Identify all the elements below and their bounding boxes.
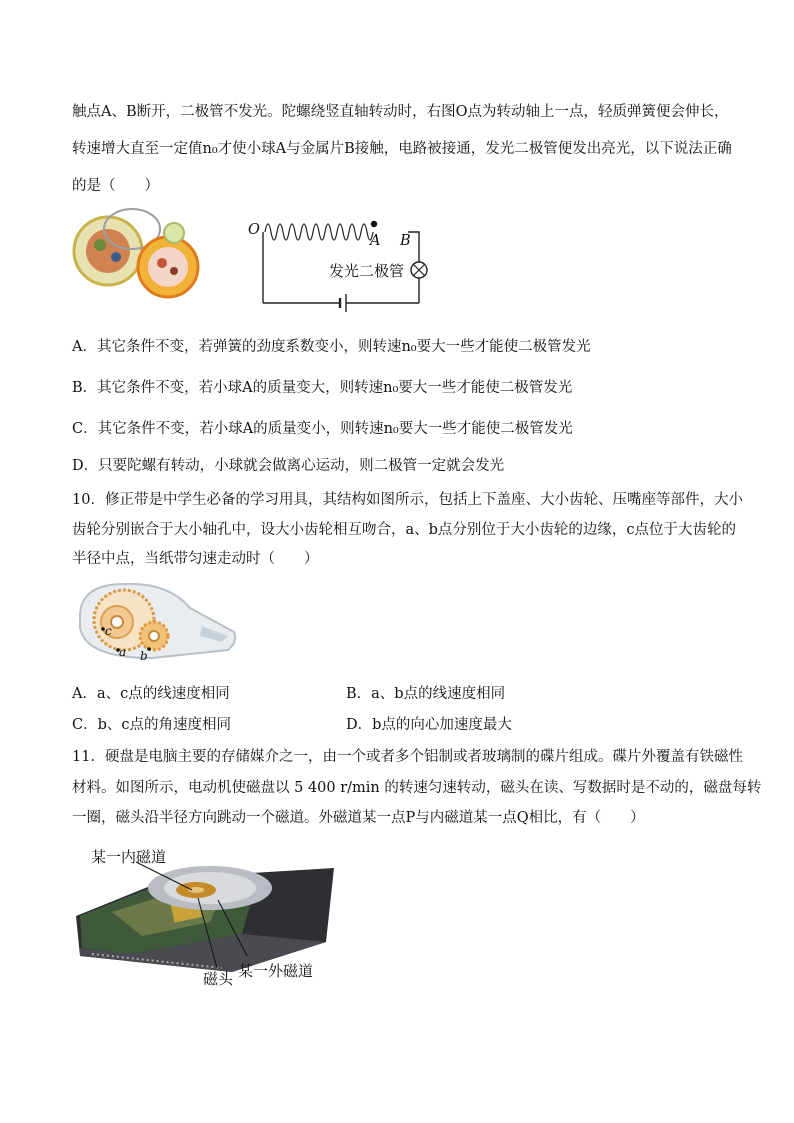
label-led: 发光二极管	[329, 262, 405, 280]
label-b-gear: b	[140, 649, 148, 663]
q10-line-2: 齿轮分别嵌合于大小轴孔中，设大小齿轮相互吻合，a、b点分别位于大小齿轮的边缘，c点位于大齿轮的	[72, 522, 737, 538]
spring	[265, 224, 373, 240]
q11-line-1: 11．硬盘是电脑主要的存储媒介之一，由一个或者多个铝制或者玻璃制的碟片组成。碟片外覆盖有铁磁性	[72, 749, 743, 765]
label-c: c	[105, 624, 112, 638]
label-a-gear: a	[119, 645, 127, 659]
correction-tape-image	[72, 578, 240, 663]
q9-line-3: 的是（ ）	[72, 178, 159, 194]
q10-option-d: D．b点的向心加速度最大	[346, 717, 512, 733]
label-head: 磁头	[203, 970, 234, 988]
point-b	[147, 647, 151, 651]
label-b: B	[400, 233, 411, 249]
label-a: A	[370, 233, 381, 249]
q9-option-c: C．其它条件不变，若小球A的质量变小，则转速n₀要大一些才能使二极管发光	[72, 421, 573, 437]
label-outer-track: 某一外磁道	[238, 962, 314, 980]
q11-line-3: 一圈，磁头沿半径方向跳动一个磁道。外磁道某一点P与内磁道某一点Q相比，有（ ）	[72, 810, 645, 826]
label-o: O	[248, 222, 260, 238]
q10-line-1: 10．修正带是中学生必备的学习用具，其结构如图所示，包括上下盖座、大小齿轮、压嘴座等部件，大小	[72, 492, 743, 508]
gyro-toy-image	[70, 205, 205, 305]
q9-line-1: 触点A、B断开，二极管不发光。陀螺绕竖直轴转动时，右图O点为转动轴上一点，轻质弹簧便会伸长，	[72, 104, 729, 120]
q9-line-2: 转速增大直至一定值n₀才使小球A与金属片B接触，电路被接通，发光二极管便发出亮光，以下说法正确	[72, 141, 732, 157]
ball-a	[371, 221, 377, 227]
q10-option-a: A．a、c点的线速度相同	[72, 686, 230, 702]
q9-option-b: B．其它条件不变，若小球A的质量变大，则转速n₀要大一些才能使二极管发光	[72, 380, 573, 396]
q10-option-b: B．a、b点的线速度相同	[346, 686, 506, 702]
q9-option-a: A．其它条件不变，若弹簧的劲度系数变小，则转速n₀要大一些才能使二极管发光	[72, 339, 591, 355]
q10-option-c: C．b、c点的角速度相同	[72, 717, 231, 733]
q10-line-3: 半径中点，当纸带匀速走动时（ ）	[72, 551, 319, 567]
label-inner-track: 某一内磁道	[91, 848, 167, 866]
q11-line-2: 材料。如图所示，电动机使磁盘以 5 400 r/min 的转速匀速转动，磁头在读、写数据时是不动的，磁盘每转	[72, 780, 762, 796]
q9-option-d: D．只要陀螺有转动，小球就会做离心运动，则二极管一定就会发光	[72, 458, 505, 474]
